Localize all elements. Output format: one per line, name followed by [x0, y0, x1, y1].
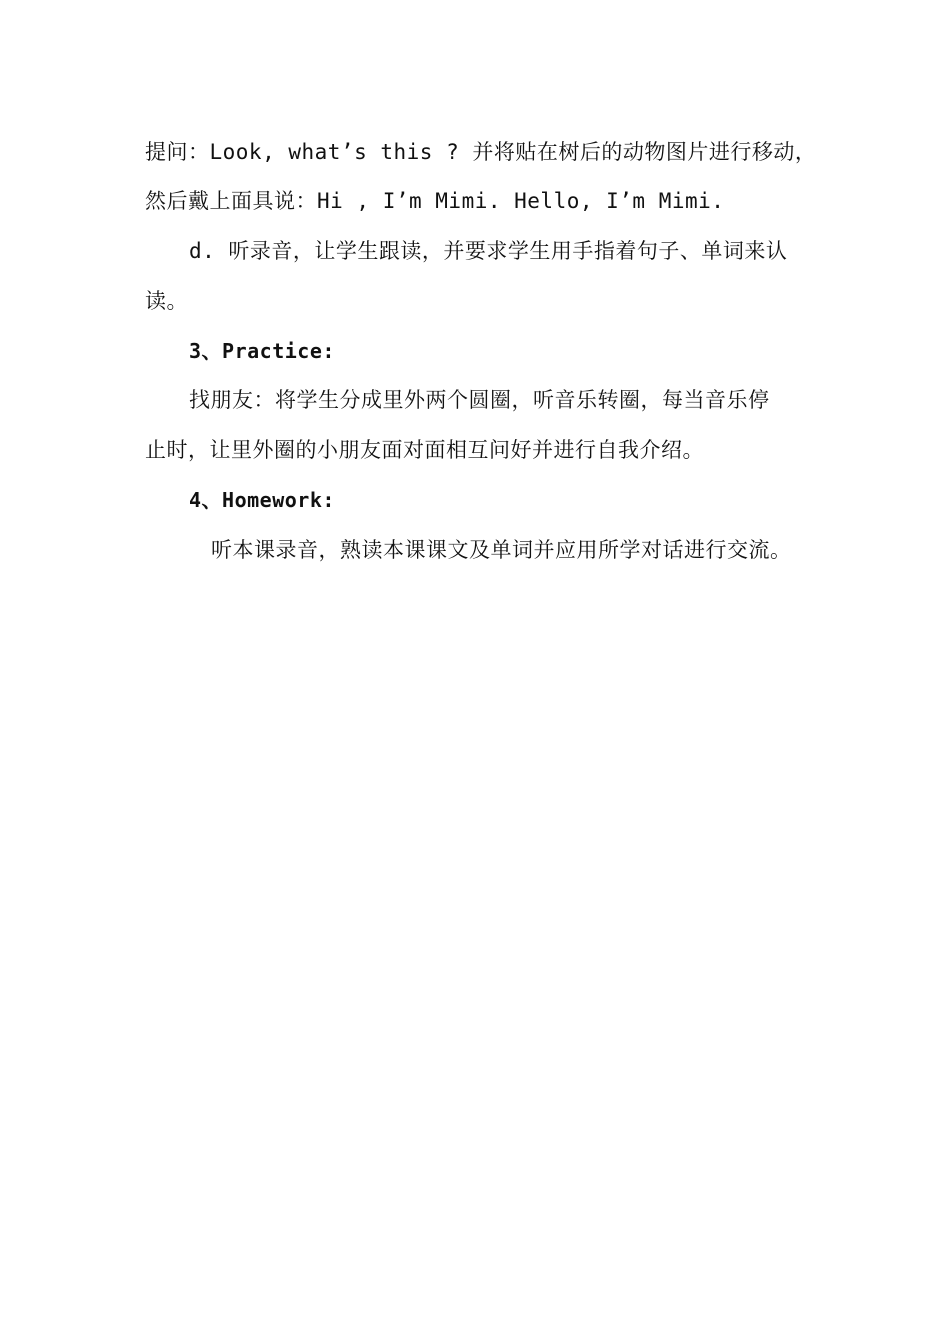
- section-heading-practice: 3、Practice:: [189, 339, 335, 363]
- paragraph-line: d. 听录音，让学生跟读，并要求学生用手指着句子、单词来认: [189, 239, 788, 263]
- section-heading-homework: 4、Homework:: [189, 488, 335, 512]
- paragraph-line: 读。: [145, 289, 188, 313]
- paragraph-line: 听本课录音，熟读本课课文及单词并应用所学对话进行交流。: [211, 538, 792, 562]
- paragraph-line: 然后戴上面具说：Hi , I’m Mimi. Hello, I’m Mimi.: [145, 189, 725, 213]
- paragraph-line: 找朋友：将学生分成里外两个圆圈，听音乐转圈，每当音乐停: [189, 388, 770, 412]
- paragraph-line: 提问：Look, what’s this ? 并将贴在树后的动物图片进行移动，: [145, 140, 817, 164]
- paragraph-line: 止时，让里外圈的小朋友面对面相互问好并进行自我介绍。: [145, 438, 704, 462]
